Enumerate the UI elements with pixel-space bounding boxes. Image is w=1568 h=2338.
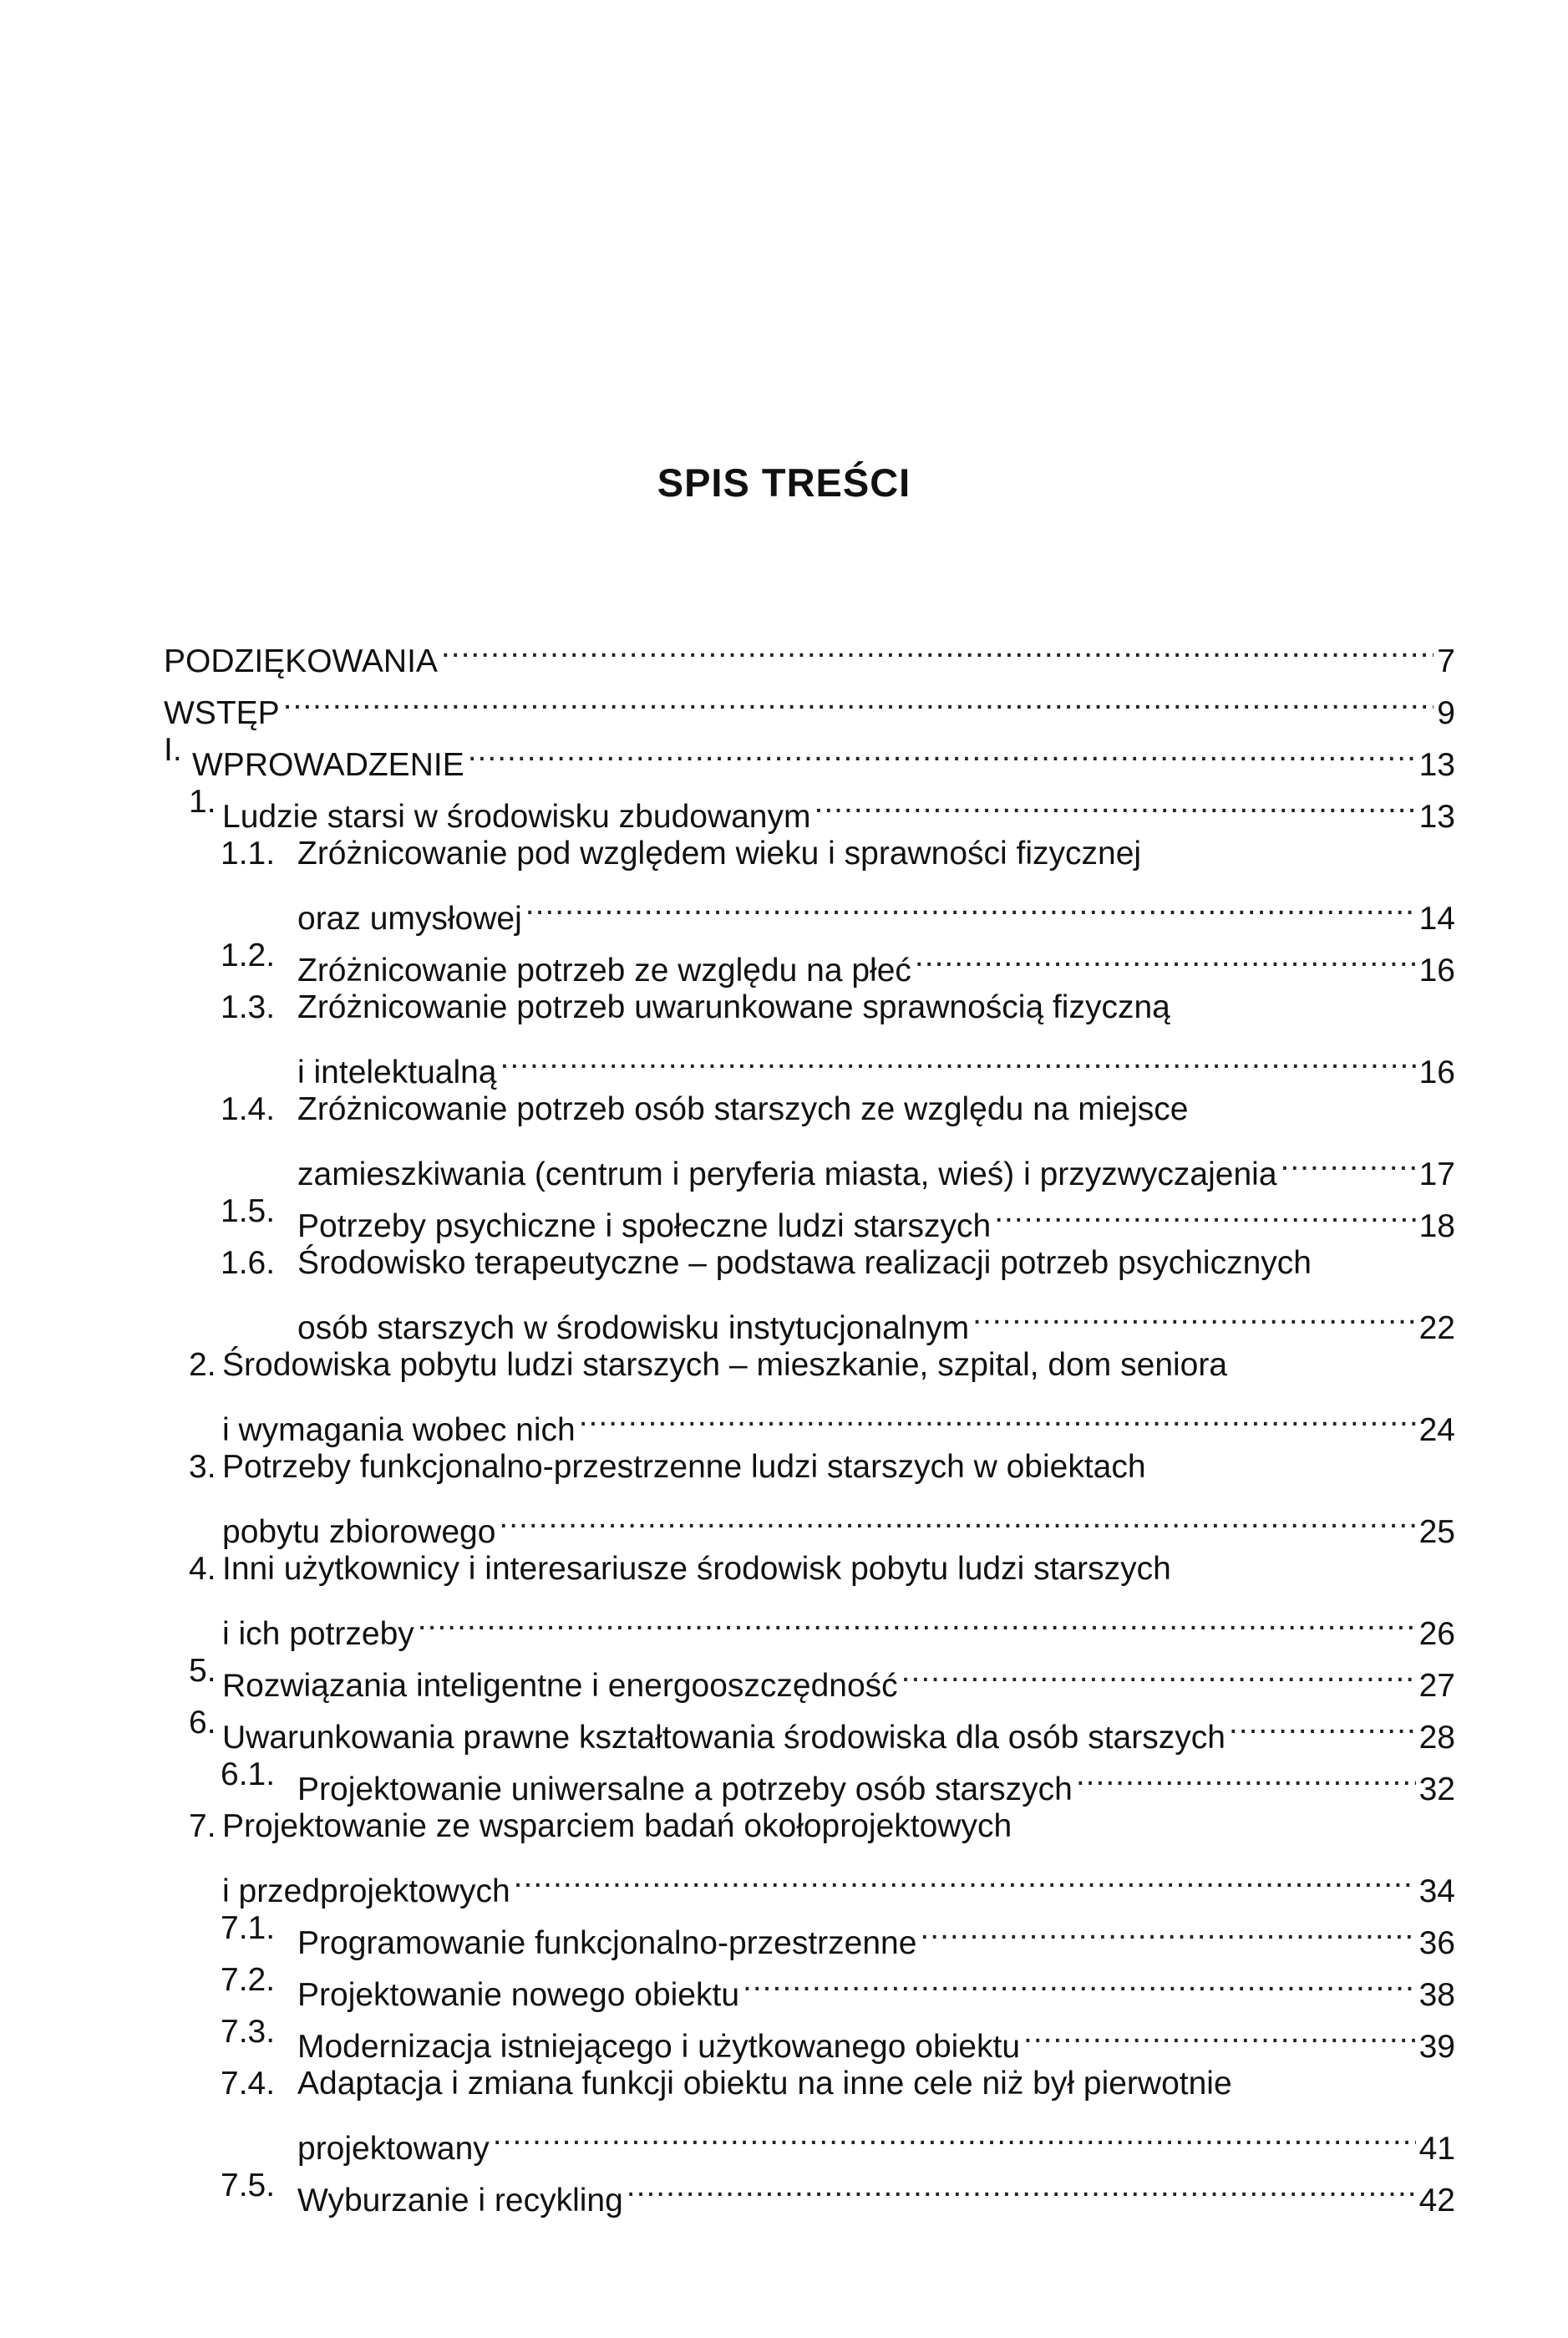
toc-entry-title: Projektowanie uniwersalne a potrzeby osób starszych — [297, 1771, 1073, 1807]
toc-entry-continuation — [0, 1390, 1568, 1448]
toc-entry-title: Projektowanie nowego obiektu — [297, 1977, 740, 2013]
toc-entry-title: Inni użytkownicy i interesariusze środowisk pobytu ludzi starszych — [222, 1551, 1171, 1587]
toc-entry-number: 1.2. — [221, 938, 276, 973]
toc-entry-continuation — [0, 1492, 1568, 1550]
toc-page-number: 7 — [1437, 643, 1455, 679]
toc-entry-title-cont: i przedprojektowych — [222, 1873, 510, 1909]
toc-page-number: 14 — [1418, 901, 1455, 937]
toc-entry-title: Wyburzanie i recykling — [297, 2183, 623, 2219]
toc-entry-title-cont: i wymagania wobec nich — [222, 1412, 576, 1448]
dot-leader — [1023, 2007, 1416, 2057]
toc-entry — [0, 673, 1568, 731]
toc-page-number: 24 — [1418, 1412, 1455, 1448]
toc-entry-title: Zróżnicowanie potrzeb ze względu na płeć — [297, 953, 911, 989]
toc-entry-title: Potrzeby funkcjonalno-przestrzenne ludzi starszych w obiektach — [222, 1449, 1146, 1485]
toc-page-number: 16 — [1418, 1055, 1455, 1090]
toc-entry-number: 1.1. — [221, 836, 276, 872]
toc-entry-continuation — [0, 1288, 1568, 1346]
dot-leader — [994, 1187, 1415, 1237]
toc-entry — [0, 725, 1568, 783]
toc-entry-number: 7.1. — [221, 1910, 276, 1946]
toc-entry-number: I. — [164, 732, 182, 768]
toc-entry — [0, 1698, 1568, 1756]
toc-page-number: 27 — [1418, 1668, 1455, 1704]
toc-entry-number: 1.3. — [221, 989, 276, 1025]
toc-entry — [0, 1750, 1568, 1807]
dot-leader — [525, 879, 1416, 929]
toc-page-number: 25 — [1418, 1514, 1455, 1550]
dot-leader — [500, 1033, 1416, 1083]
toc-entry — [0, 1544, 1568, 1594]
toc-entry — [0, 1187, 1568, 1244]
toc-entry — [0, 1442, 1568, 1492]
toc-entry-title: Środowisko terapeutyczne – podstawa realizacji potrzeb psychicznych — [297, 1245, 1312, 1281]
toc-entry-title: Potrzeby psychiczne i społeczne ludzi starszych — [297, 1208, 992, 1244]
toc-page-number: 38 — [1418, 1977, 1455, 2013]
toc-entry-number: 1.6. — [221, 1245, 276, 1281]
toc-page-number: 9 — [1437, 695, 1455, 731]
toc-entry-number: 7.2. — [221, 1962, 276, 1998]
toc-entry — [0, 622, 1568, 679]
toc-entry-number: 7.4. — [221, 2066, 276, 2102]
toc-page-number: 26 — [1418, 1616, 1455, 1652]
toc-entry — [0, 1955, 1568, 2013]
toc-entry-title: Zróżnicowanie pod względem wieku i sprawności fizycznej — [297, 836, 1142, 872]
dot-leader — [814, 777, 1415, 827]
toc-entry — [0, 829, 1568, 879]
toc-entry — [0, 777, 1568, 835]
dot-leader — [627, 2161, 1416, 2211]
toc-line — [297, 2161, 1455, 2226]
dot-leader — [441, 622, 1434, 672]
toc-entry-title: Uwarunkowania prawne kształtowania środowiska dla osób starszych — [222, 1720, 1225, 1756]
toc-entry-title-cont: oraz umysłowej — [297, 901, 522, 937]
toc-entry-number: 6. — [189, 1705, 216, 1741]
toc-page-number: 32 — [1418, 1771, 1455, 1807]
toc-entry-number: 4. — [189, 1551, 216, 1587]
dot-leader — [514, 1852, 1416, 1902]
toc-entry-title: Modernizacja istniejącego i użytkowanego obiektu — [297, 2029, 1021, 2065]
toc-entry-number: 7.3. — [221, 2014, 276, 2050]
toc-entry — [0, 2059, 1568, 2109]
dot-leader — [1076, 1750, 1416, 1800]
toc-entry-title-cont: i intelektualną — [297, 1055, 497, 1090]
toc-entry-number: 5. — [189, 1653, 216, 1689]
dot-leader — [283, 673, 1434, 724]
toc-entry-continuation — [0, 1852, 1568, 1909]
toc-entry-number: 7.5. — [221, 2168, 276, 2203]
toc-entry — [0, 2161, 1568, 2219]
dot-leader — [920, 1903, 1415, 1954]
toc-page-number: 41 — [1418, 2131, 1455, 2167]
toc-entry — [0, 1646, 1568, 1704]
toc-entry-title: Środowiska pobytu ludzi starszych – mieszkanie, szpital, dom seniora — [222, 1347, 1228, 1383]
dot-leader — [499, 1492, 1415, 1543]
toc-page-number: 36 — [1418, 1925, 1455, 1961]
toc-entry-title: WPROWADZENIE — [192, 747, 464, 783]
toc-entry-title-cont: projektowany — [297, 2131, 490, 2167]
toc-entry-title: Ludzie starsi w środowisku zbudowanym — [222, 799, 811, 835]
toc-page-number: 42 — [1418, 2183, 1455, 2219]
toc-entry-number: 2. — [189, 1347, 216, 1383]
toc-page-number: 34 — [1418, 1873, 1455, 1909]
toc-entry-title: Projektowanie ze wsparciem badań okołoprojektowych — [222, 1808, 1012, 1844]
toc-entry-title-cont: osób starszych w środowisku instytucjonalnym — [297, 1310, 970, 1346]
toc-entry-number: 3. — [189, 1449, 216, 1485]
toc-page-number: 16 — [1418, 953, 1455, 989]
toc-entry-title: Zróżnicowanie potrzeb osób starszych ze względu na miejsce — [297, 1091, 1189, 1127]
toc-entry — [0, 2007, 1568, 2065]
toc-page-number: 39 — [1418, 2029, 1455, 2065]
dot-leader — [418, 1594, 1416, 1644]
dot-leader — [743, 1955, 1416, 2005]
toc-entry-title-cont: zamieszkiwania (centrum i peryferia miasta, wieś) i przyzwyczajenia — [297, 1156, 1277, 1192]
toc-entry-title: Programowanie funkcjonalno-przestrzenne — [297, 1925, 917, 1961]
toc-entry-title: WSTĘP — [164, 695, 280, 731]
dot-leader — [901, 1646, 1416, 1696]
toc-entry — [0, 1085, 1568, 1135]
toc-page-number: 22 — [1418, 1310, 1455, 1346]
dot-leader — [493, 2109, 1416, 2159]
toc-entry-continuation — [0, 1594, 1568, 1652]
toc-page-number: 18 — [1418, 1208, 1455, 1244]
toc-entry-title-cont: pobytu zbiorowego — [222, 1514, 496, 1550]
toc-entry — [0, 1238, 1568, 1288]
toc-entry-continuation — [0, 2109, 1568, 2167]
toc-page-number: 13 — [1418, 799, 1455, 835]
dot-leader — [1229, 1698, 1416, 1748]
toc-entry-title: PODZIĘKOWANIA — [164, 643, 438, 679]
toc-entry-number: 1.5. — [221, 1193, 276, 1229]
toc-entry — [0, 1802, 1568, 1852]
page-title: SPIS TREŚCI — [657, 460, 911, 505]
toc-entry — [0, 931, 1568, 989]
toc-entry-title-cont: i ich potrzeby — [222, 1616, 414, 1652]
toc-entry-number: 7. — [189, 1808, 216, 1844]
toc-entry-number: 6.1. — [221, 1756, 276, 1792]
dot-leader — [915, 931, 1416, 981]
toc-entry — [0, 1903, 1568, 1961]
toc-entry — [0, 1340, 1568, 1390]
dot-leader — [468, 725, 1416, 775]
toc-entry — [0, 983, 1568, 1033]
toc-page-number: 13 — [1418, 747, 1455, 783]
toc-entry-continuation — [0, 879, 1568, 937]
toc-entry-number: 1.4. — [221, 1091, 276, 1127]
toc-entry-number: 1. — [189, 784, 216, 820]
toc-entry-continuation — [0, 1033, 1568, 1090]
dot-leader — [579, 1390, 1416, 1441]
toc-entry-title: Rozwiązania inteligentne i energooszczędność — [222, 1668, 898, 1704]
toc-entry-title: Zróżnicowanie potrzeb uwarunkowane sprawnością fizyczną — [297, 989, 1170, 1025]
dot-leader — [972, 1288, 1415, 1339]
table-of-contents — [0, 622, 1568, 2219]
toc-page-number: 28 — [1418, 1720, 1455, 1756]
toc-entry-title: Adaptacja i zmiana funkcji obiektu na inne cele niż był pierwotnie — [297, 2066, 1232, 2102]
toc-page-number: 17 — [1418, 1156, 1455, 1192]
dot-leader — [1281, 1135, 1416, 1185]
toc-entry-continuation — [0, 1135, 1568, 1192]
